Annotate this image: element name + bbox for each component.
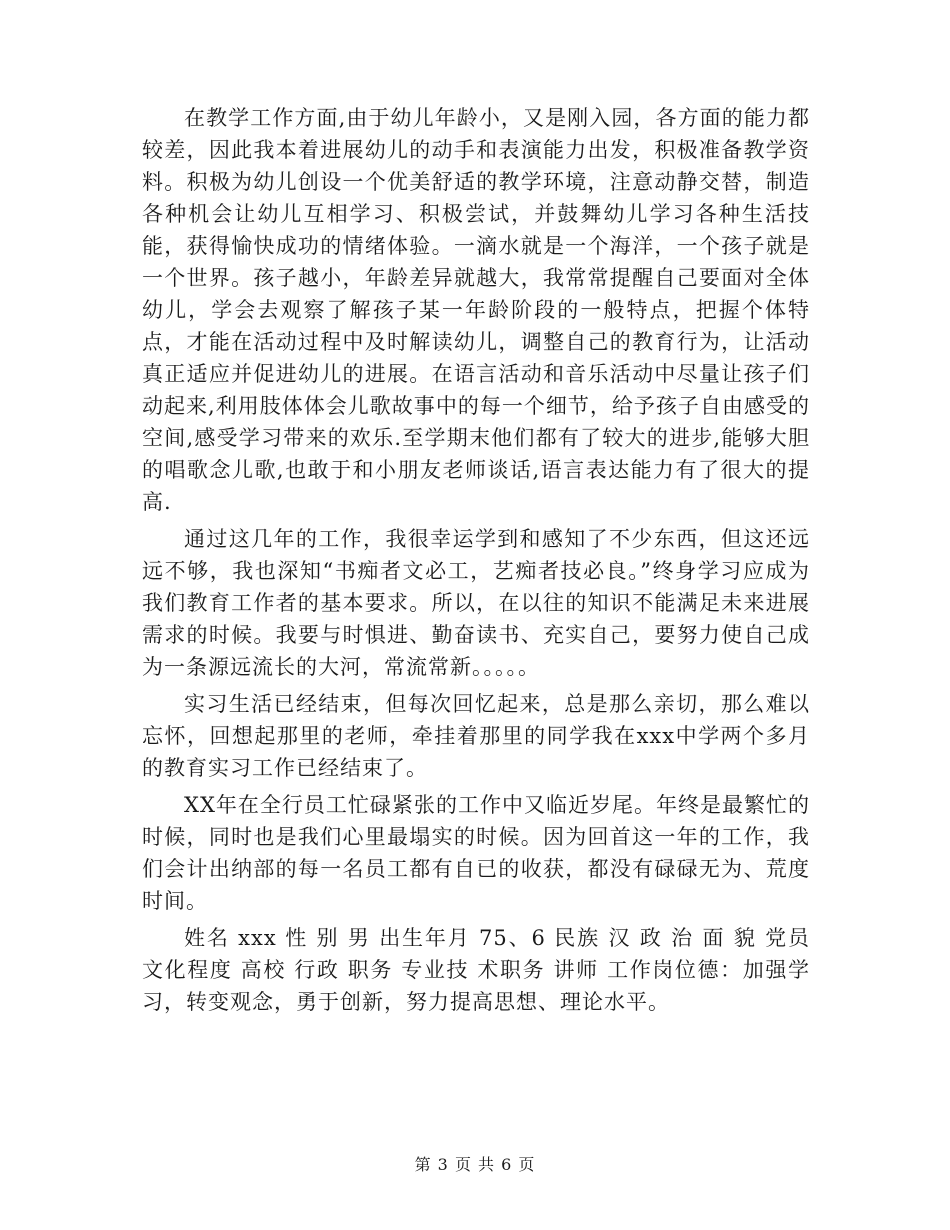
paragraph-internship: 实习生活已经结束，但每次回忆起来，总是那么亲切，那么难以忘怀，回想起那里的老师，牵挂着那里的同学我在xxx中学两个多月的教育实习工作已经结束了。 [142,692,810,780]
paragraph-learning: 通过这几年的工作，我很幸运学到和感知了不少东西，但这还远远不够，我也深知“书痴者文必工，艺痴者技必良。”终身学习应成为我们教育工作者的基本要求。所以，在以往的知识不能满足未来进展需求的时候。我要与时惧进、勤奋读书、充实自己，要努力使自己成为一条源远流长的大河，常流常新。。。。。 [142,527,810,679]
paragraph-personal-info: 姓名 xxx 性 别 男 出生年月 75、6 民族 汉 政 治 面 貌 党员 文化程度 高校 行政 职务 专业技 术职务 讲师 工作岗位德：加强学习，转变观念，勇于创新，努力提高思想、理论水平。 [142,926,810,1014]
document-body [142,102,810,1023]
page-footer: 第 3 页 共 6 页 [414,1155,536,1174]
paragraph-teaching-work: 在教学工作方面,由于幼儿年龄小，又是刚入园，各方面的能力都较差，因此我本着进展幼儿的动手和表演能力出发，积极准备教学资料。积极为幼儿创设一个优美舒适的教学环境，注意动静交替，制造各种机会让幼儿互相学习、积极尝试，并鼓舞幼儿学习各种生活技能，获得愉快成功的情绪体验。一滴水就是一个海洋，一个孩子就是一个世界。孩子越小，年龄差异就越大，我常常提醒自己要面对全体幼儿，学会去观察了解孩子某一年龄阶段的一般特点，把握个体特点，才能在活动过程中及时解读幼儿，调整自己的教育行为，让活动真正适应并促进幼儿的进展。在语言活动和音乐活动中尽量让孩子们动起来,利用肢体体会儿歌故事中的每一个细节，给予孩子自由感受的空间,感受学习带来的欢乐.至学期末他们都有了较大的进步,能够大胆的唱歌念儿歌,也敢于和小朋友老师谈话,语言表达能力有了很大的提高. [142,106,810,514]
paragraph-year-end: XX年在全行员工忙碌紧张的工作中又临近岁尾。年终是最繁忙的时候，同时也是我们心里最塌实的时候。因为回首这一年的工作，我们会计出纳部的每一名员工都有自已的收获，都没有碌碌无为、荒度时间。 [142,793,810,913]
